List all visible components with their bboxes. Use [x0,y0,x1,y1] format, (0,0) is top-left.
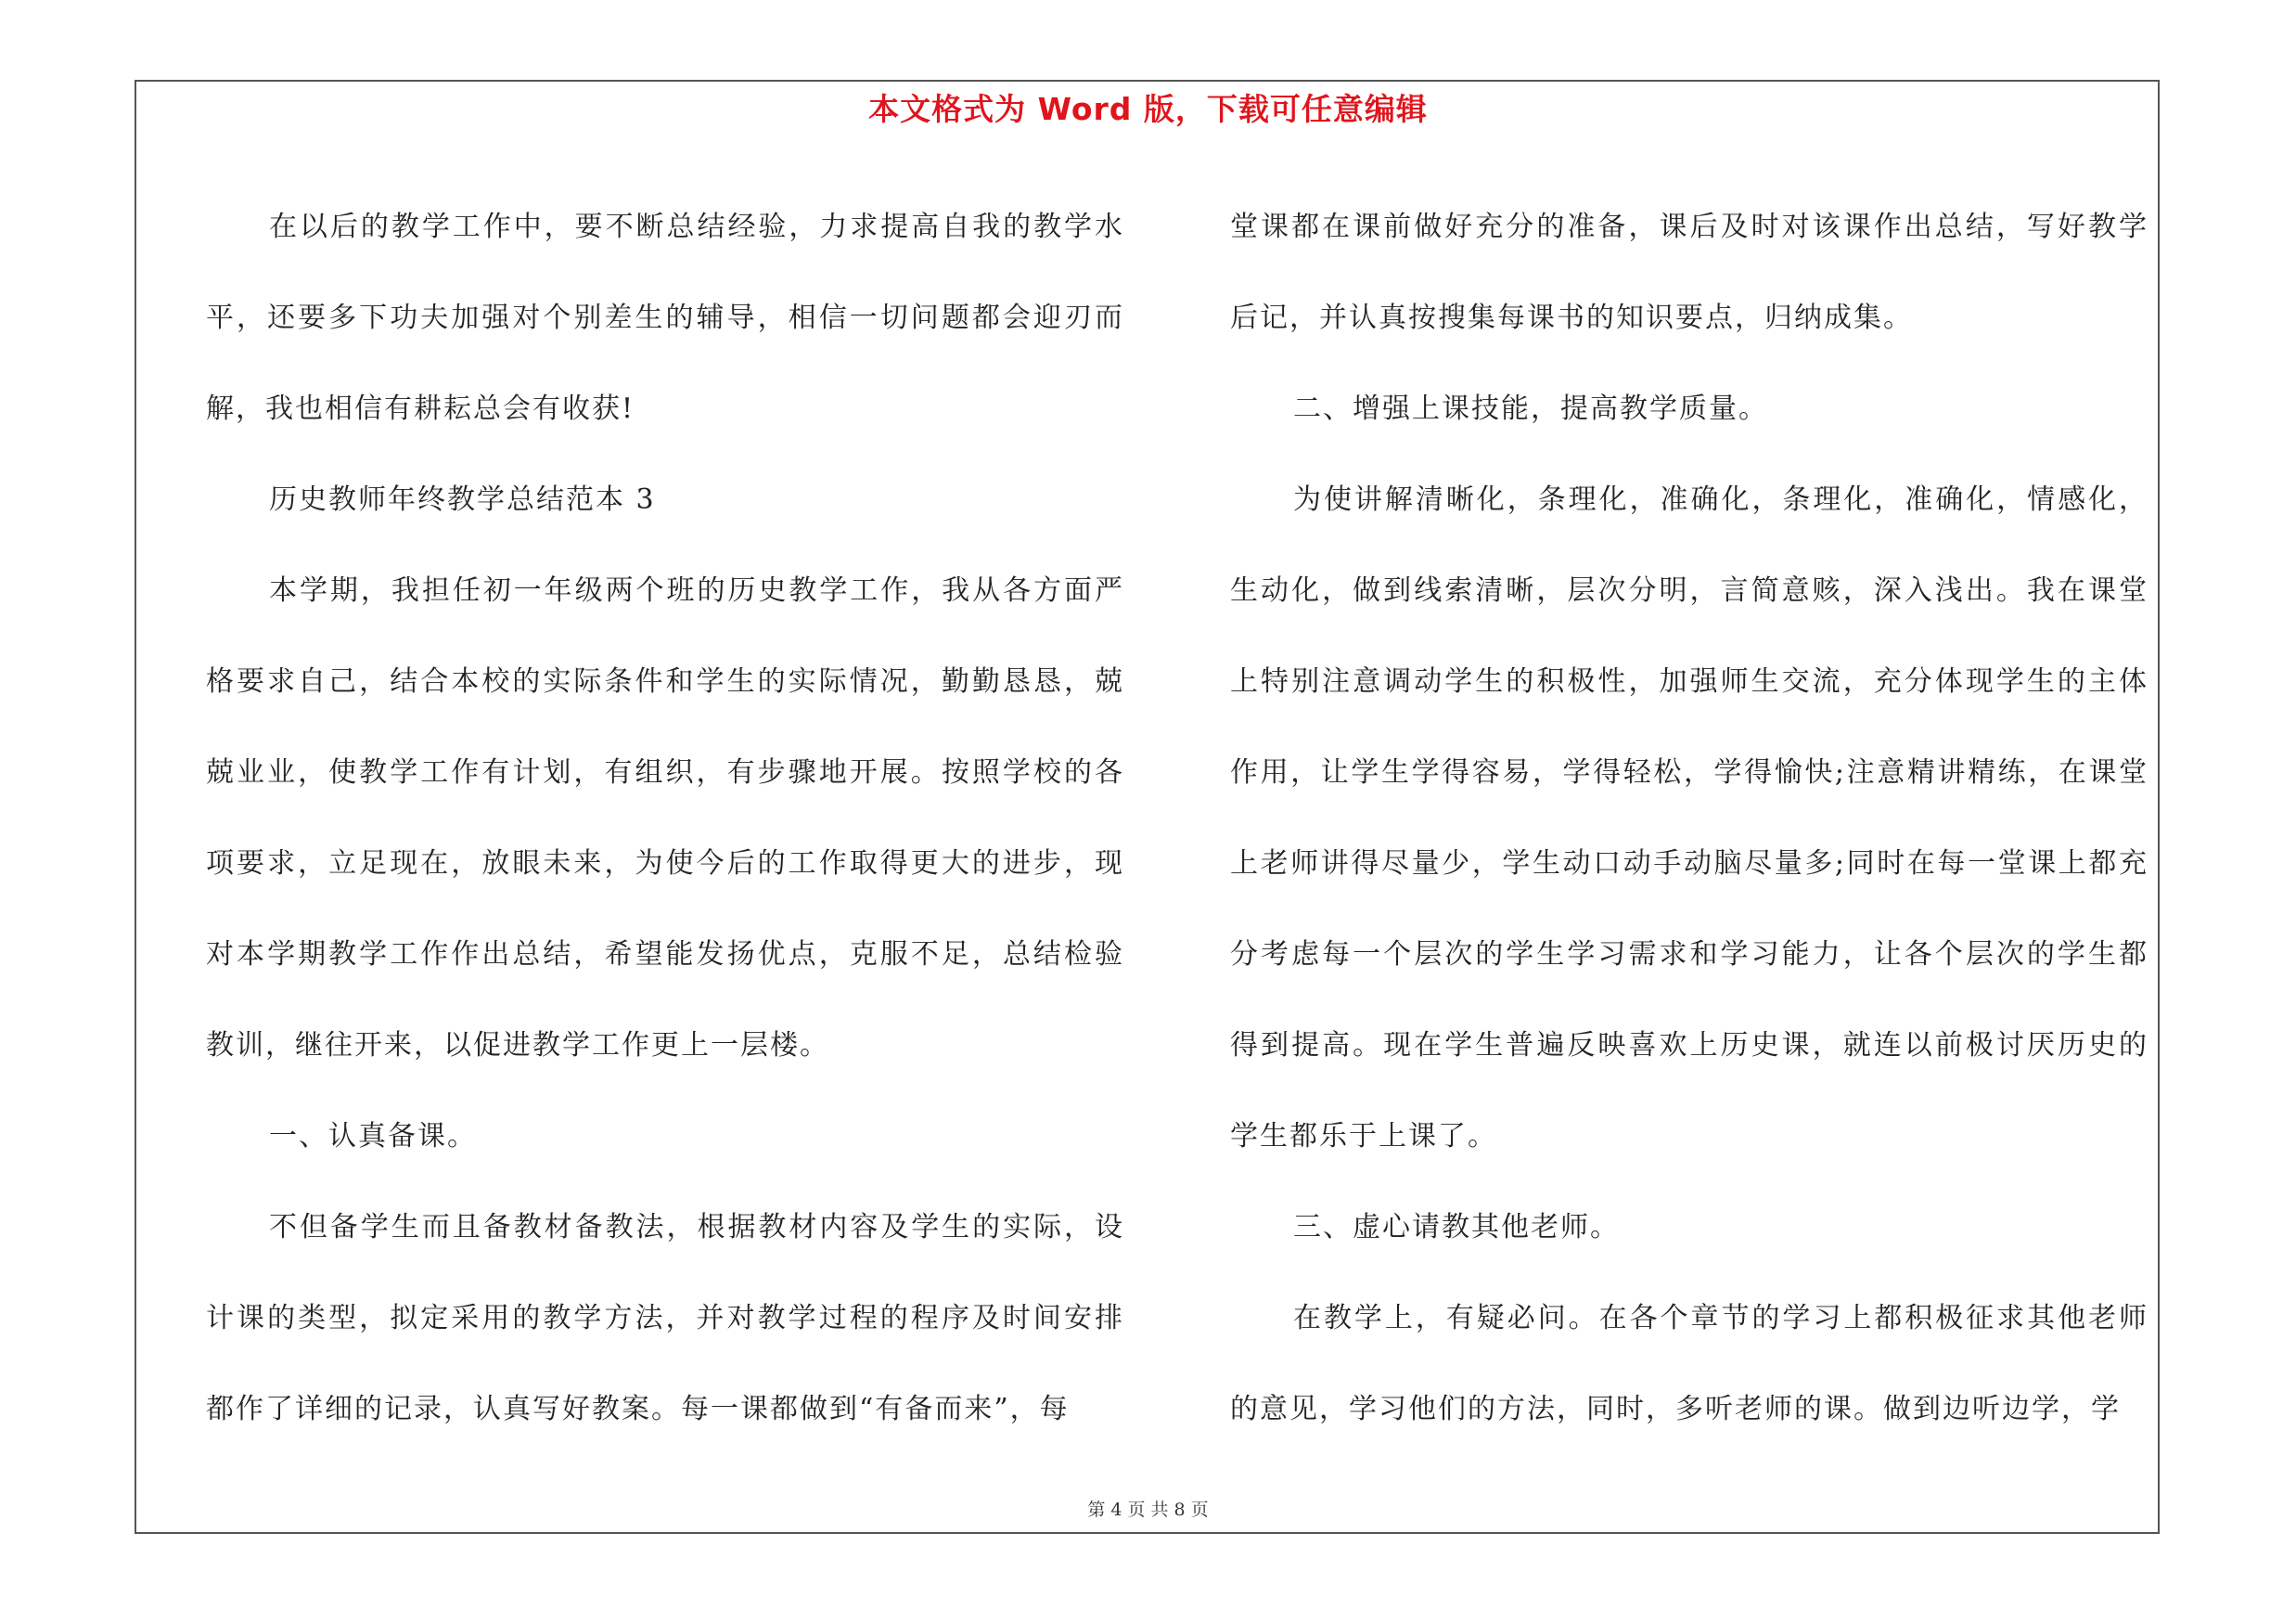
page-number: 第 4 页 共 8 页 [1087,1500,1209,1520]
section-title: 历史教师年终教学总结范本 3 [269,483,656,516]
paragraph: 不但备学生而且备教材备教法，根据教材内容及学生的实际，设计课的类型，拟定采用的教学方法，并对教学过程的程序及时间安排都作了详细的记录，认真写好教案。每一课都做到“有备而来”，每 [206,1211,1124,1425]
heading-teaching-skills: 二、增强上课技能，提高教学质量。 [1293,393,1768,425]
paragraph: 本学期，我担任初一年级两个班的历史教学工作，我从各方面严格要求自己，结合本校的实际条件和学生的实际情况，勤勤恳恳，兢兢业业，使教学工作有计划，有组织，有步骤地开展。按照学校的各项要求，立足现在，放眼未来，为使今后的工作取得更大的进步，现对本学期教学工作作出总结，希望能发扬优点，克服不足，总结检验教训，继往开来，以促进教学工作更上一层楼。 [206,574,1124,1062]
left-column [206,182,1124,1455]
paragraph: 为使讲解清晰化，条理化，准确化，条理化，准确化，情感化，生动化，做到线索清晰，层次分明，言简意赅，深入浅出。我在课堂上特别注意调动学生的积极性，加强师生交流，充分体现学生的主体作用，让学生学得容易，学得轻松，学得愉快;注意精讲精练，在课堂上老师讲得尽量少，学生动口动手动脑尽量多;同时在每一堂课上都充分考虑每一个层次的学生学习需求和学习能力，让各个层次的学生都得到提高。现在学生普遍反映喜欢上历史课，就连以前极讨厌历史的学生都乐于上课了。 [1230,483,2148,1153]
right-column [1230,182,2148,1455]
paragraph: 在以后的教学工作中，要不断总结经验，力求提高自我的教学水平，还要多下功夫加强对个别差生的辅导，相信一切问题都会迎刃而解，我也相信有耕耘总会有收获! [206,211,1124,425]
heading-lesson-prep: 一、认真备课。 [269,1120,477,1153]
paragraph: 在教学上，有疑必问。在各个章节的学习上都积极征求其他老师的意见，学习他们的方法，同时，多听老师的课。做到边听边学，学 [1230,1302,2148,1425]
format-banner: 本文格式为 Word 版，下载可任意编辑 [868,91,1428,127]
paragraph: 堂课都在课前做好充分的准备，课后及时对该课作出总结，写好教学后记，并认真按搜集每课书的知识要点，归纳成集。 [1230,211,2148,334]
heading-consult-teachers: 三、虚心请教其他老师。 [1293,1211,1620,1243]
